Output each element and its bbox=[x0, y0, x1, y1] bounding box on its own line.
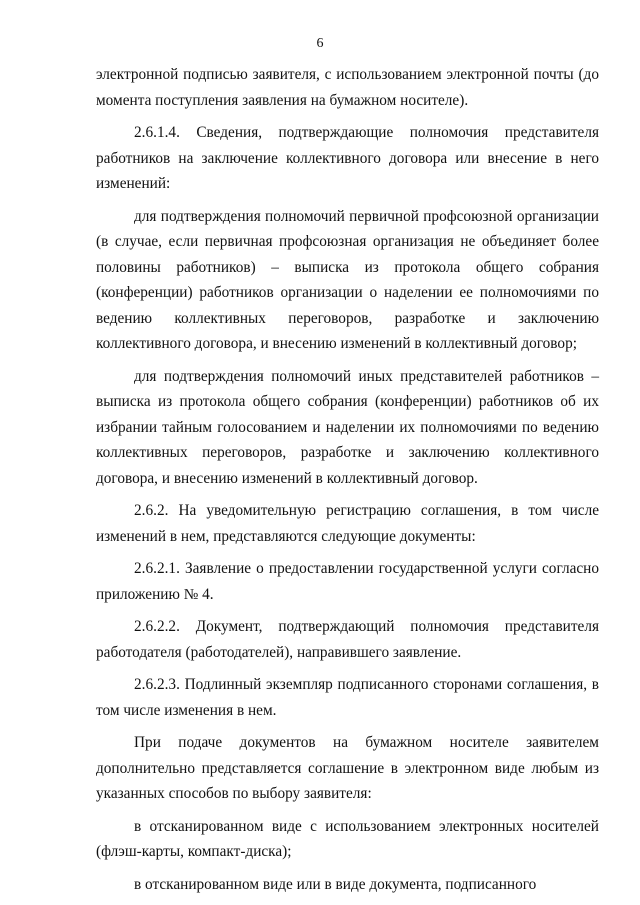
paragraph: 2.6.2.1. Заявление о предоставлении государственной услуги согласно приложению № 4. bbox=[96, 560, 599, 603]
paragraph: электронной подписью заявителя, с использованием электронной почты (до момента поступления заявления на бумажном носителе). bbox=[96, 66, 599, 109]
paragraph: 2.6.2.3. Подлинный экземпляр подписанного сторонами соглашения, в том числе изменения в нем. bbox=[96, 676, 599, 719]
paragraph: При подаче документов на бумажном носителе заявителем дополнительно представляется соглашение в электронном виде любым из указанных способов по выбору заявителя: bbox=[96, 734, 599, 802]
paragraph: для подтверждения полномочий первичной профсоюзной организации (в случае, если первичная профсоюзная организация не объединяет более половины работников) – выписка из протокола общего собрания (конференции) работников организации о наделении ее полномочиями по ведению коллективных переговоров, разработке и заключению коллективного договора, и внесению изменений в коллективный договор; bbox=[96, 207, 599, 352]
paragraph: 2.6.2. На уведомительную регистрацию соглашения, в том числе изменений в нем, представляются следующие документы: bbox=[96, 502, 599, 545]
paragraph: в отсканированном виде или в виде документа, подписанного bbox=[134, 875, 537, 893]
document-body bbox=[96, 62, 599, 904]
paragraph: 2.6.1.4. Сведения, подтверждающие полномочия представителя работников на заключение коллективного договора или внесение в него изменений: bbox=[96, 124, 599, 192]
paragraph: в отсканированном виде с использованием электронных носителей (флэш-карты, компакт-диска); bbox=[96, 817, 599, 860]
paragraph: для подтверждения полномочий иных представителей работников – выписка из протокола общего собрания (конференции) работников об их избрании тайным голосованием и наделении их полномочиями по ведению коллективных переговоров, разработке и заключению коллективного договора, и внесению изменений в коллективный договор. bbox=[96, 367, 599, 487]
paragraph: 2.6.2.2. Документ, подтверждающий полномочия представителя работодателя (работодателей), направившего заявление. bbox=[96, 618, 599, 661]
page-number: 6 bbox=[316, 36, 324, 51]
